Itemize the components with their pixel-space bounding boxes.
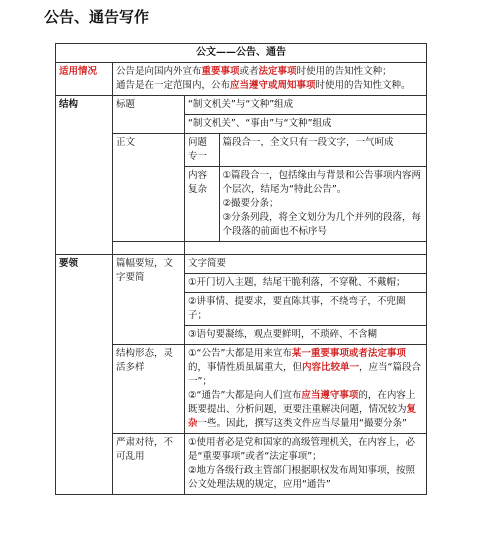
scope-highlight: 重要事项 bbox=[201, 66, 240, 77]
structure-sub2-text bbox=[219, 167, 426, 242]
essentials-row2-label: 结构形态，灵活多样 bbox=[113, 345, 185, 434]
structure-gap-cell bbox=[113, 242, 185, 255]
essentials-row1-head: 文字简要 bbox=[185, 255, 426, 274]
scope-text bbox=[113, 63, 427, 96]
structure-body-table bbox=[185, 134, 426, 241]
scope-text-part: 时使用的告知性文种。 bbox=[315, 80, 411, 91]
structure-label: 结构 bbox=[56, 96, 113, 255]
scope-text-part: 通告是在一定范围内，公布 bbox=[116, 80, 231, 91]
structure-sub1-row bbox=[185, 134, 426, 167]
structure-sub1-label: 问题专一 bbox=[185, 134, 219, 167]
essentials-label: 要领 bbox=[56, 255, 113, 495]
structure-gap-cell bbox=[185, 242, 427, 255]
scope-highlight: 法定事项 bbox=[258, 66, 297, 77]
structure-body-cell bbox=[185, 134, 427, 242]
essentials-row3-label: 严肃对待，不可乱用 bbox=[113, 434, 185, 495]
scope-row bbox=[56, 63, 427, 96]
essentials-row-1 bbox=[56, 255, 427, 345]
structure-sub2-row bbox=[185, 167, 426, 242]
table-heading: 公文——公告、通告 bbox=[56, 44, 427, 63]
list-item: ①“公告”大都是用来宣布某一重要事项或者法定事项的，事情性质虽属重大，但内容比较单一，应当“篇段合一”； bbox=[188, 348, 421, 387]
list-item: ②“通告”大都是向人们宣布应当遵守事项的，在内容上既要提出、分析问题，更要注重解决问题，情况较为复杂一些。因此，撰写这类文件应当尽量用“撮要分条” bbox=[188, 390, 417, 429]
list-item: ②撮要分条； bbox=[222, 198, 279, 209]
table-heading-row bbox=[56, 44, 427, 63]
scope-text-part: 公告是向国内外宣布 bbox=[116, 66, 202, 77]
document-table bbox=[55, 43, 427, 495]
structure-title-row bbox=[56, 96, 427, 115]
list-item: ①篇段合一，包括缘由与背景和公告事项内容两个层次，结尾为“特此公告”。 bbox=[222, 170, 422, 195]
essentials-row2-text bbox=[185, 345, 427, 434]
list-item: ②地方各级行政主管部门根据职权发布周知事项，按照公文处理法规的规定，应用“通告” bbox=[188, 465, 416, 490]
essentials-row1-label: 篇幅要短，文字要简 bbox=[113, 255, 185, 345]
essentials-row1-table bbox=[185, 255, 426, 344]
essentials-row1-cell bbox=[185, 255, 427, 345]
structure-title-line2: “制文机关”、“事由”与“文种”组成 bbox=[185, 115, 427, 134]
structure-title-line1: “制文机关”与“文种”组成 bbox=[185, 96, 427, 115]
list-item: ①开门切入主题，结尾干脆利落，不穿靴、不戴帽； bbox=[185, 274, 426, 293]
structure-sub1-text: 篇段合一，全文只有一段文字，一气呵成 bbox=[219, 134, 426, 167]
scope-text-part: 时使用的告知性文种； bbox=[296, 66, 392, 77]
structure-title-label: 标题 bbox=[113, 96, 185, 134]
list-item: ③分条列段，将全文划分为几个并列的段落，每个段落的前面也不标序号 bbox=[222, 212, 422, 237]
scope-text-part: 或者 bbox=[239, 66, 259, 77]
structure-body-label: 正文 bbox=[113, 134, 185, 242]
page-title: 公告、通告写作 bbox=[44, 8, 150, 26]
list-item: ③语句要凝练，观点要鲜明，不琐碎、不含糊 bbox=[188, 329, 378, 340]
list-item: ②讲事情、提要求，要直陈其事，不绕弯子，不兜圈子； bbox=[185, 293, 426, 326]
structure-sub2-label: 内容复杂 bbox=[185, 167, 219, 242]
list-item: ①使用者必是党和国家的高级管理机关，在内容上，必是“重要事项”或者“法定事项”； bbox=[188, 437, 416, 462]
scope-label: 适用情况 bbox=[56, 63, 113, 96]
scope-highlight: 应当遵守或周知事项 bbox=[230, 80, 316, 91]
essentials-row3-text bbox=[185, 434, 427, 495]
